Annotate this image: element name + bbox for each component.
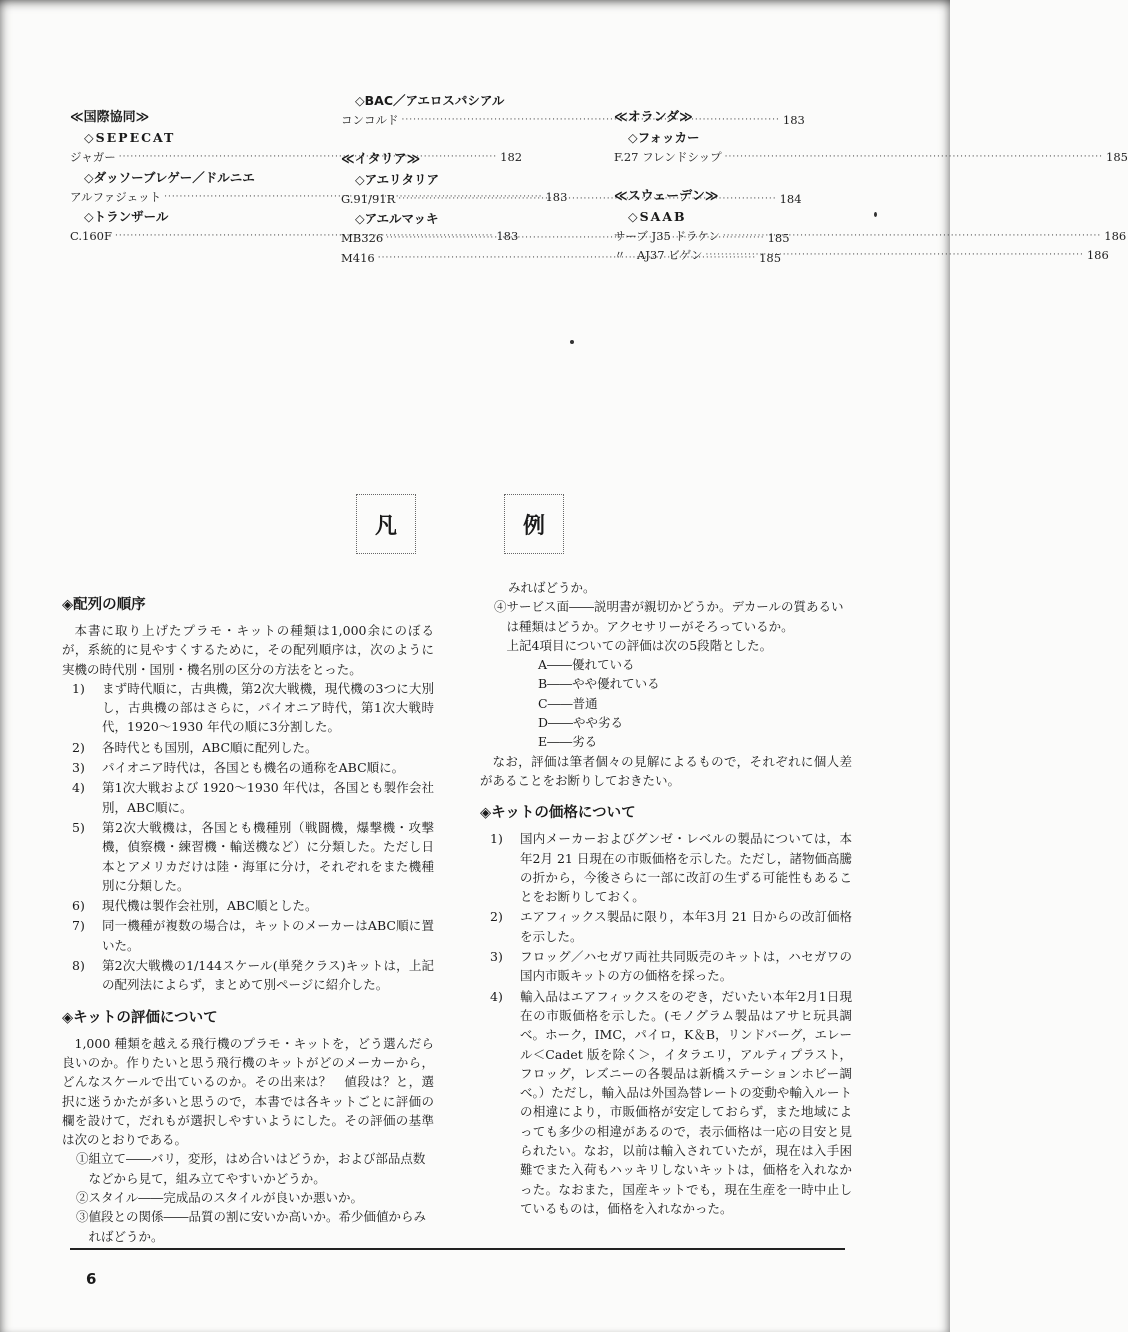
title-char-box: 例 xyxy=(504,494,564,554)
numbered-item xyxy=(480,829,852,906)
entry-name: サーブ J35 ドラケン xyxy=(614,228,720,243)
country-heading: ≪イタリア≫ xyxy=(341,151,421,167)
country-heading: ≪オランダ≫ xyxy=(614,110,693,125)
entry-name: F.27 フレンドシップ xyxy=(614,150,722,164)
entry-page: 186 xyxy=(1086,248,1109,262)
item-text: フロッグ／ハセガワ両社共同販売のキットは，ハセガワの国内市販キットの方の価格を採った。 xyxy=(520,949,852,984)
index-entry[interactable] xyxy=(614,227,1127,247)
item-number: 7) xyxy=(72,918,85,934)
item-number: 2) xyxy=(72,739,85,755)
numbered-item xyxy=(62,758,434,777)
criteria-list-continued xyxy=(480,578,852,655)
item-number: 4) xyxy=(72,780,85,796)
leader-dots xyxy=(723,227,1101,247)
numbered-item xyxy=(480,987,852,1219)
section-heading-price: ◈キットの価格について xyxy=(480,805,636,822)
grade-item: B――やや優れている xyxy=(538,676,660,692)
rating-note: なお，評価は筆者個々の見解によるもので，それぞれに個人差があることをお断りしておきたい。 xyxy=(480,753,852,788)
criterion: ①組立て――バリ，変形，はめ合いはどうか，および部品点数などから見て，組み立てやすいかどうか。 xyxy=(76,1151,426,1186)
entry-name: MB326 xyxy=(341,231,384,245)
entry-page: 186 xyxy=(1104,228,1127,243)
maker-heading: ◇トランザール xyxy=(84,209,169,224)
entry-page: 182 xyxy=(500,150,523,164)
item-text: まず時代順に，古典機，第2次大戦機，現代機の3つに大別し，古典機の部はさらに，パイオニア時代，第1次大戦時代，1920～1930 年代の順に3分割した。 xyxy=(102,680,434,735)
item-number: 2) xyxy=(490,909,503,925)
section-heading-rating: ◈キットの評価について xyxy=(62,1009,218,1026)
grade-item: E――劣る xyxy=(538,734,598,750)
grade-item: C――普通 xyxy=(538,695,598,711)
item-text: 輸入品はエアフィックスをのぞき，だいたい本年2月1日現在の市販価格を示した。(モノグラム製品はアサヒ玩具調べ。ホーク，IMC，パイロ，K＆B，リンドバーグ，エレール＜Cadet 版を除く＞，イタラエリ，アルティプラスト，フロッグ，レズニーの各製品は新橋ステーションホビー調べ。）ただし，輸入品は外国為替レートの変動や輸入ルートの相違により，市販価格が安定しておらず，また地域によっても多少の相違があるので，表示価格は一応の目安と見られたい。なお，以前は輸入されていたが，現在は入手困難でまた入荷もハッキリしないキットは，価格を入れなかった。なおまた，国産キットでも，現在生産を一時中止しているものは，価格を入れなかった。 xyxy=(520,988,852,1216)
item-text: エアフィックス製品に限り，本年3月 21 日からの改訂価格を示した。 xyxy=(520,909,852,944)
numbered-item xyxy=(480,947,852,986)
entry-page: 183 xyxy=(782,113,805,127)
entry-name: M416 xyxy=(341,250,375,265)
numbered-item xyxy=(62,896,434,915)
grade-item: D――やや劣る xyxy=(538,715,624,731)
leader-dots xyxy=(705,246,1083,266)
entry-page: 185 xyxy=(767,231,790,245)
body-column-left xyxy=(62,588,434,1244)
numbered-item xyxy=(480,907,852,946)
maker-heading: ◇SAAB xyxy=(628,208,687,224)
entry-page: 185 xyxy=(759,250,782,265)
item-number: 8) xyxy=(72,958,85,974)
item-text: 同一機種が複数の場合は，キットのメーカーはABC順に置いた。 xyxy=(102,918,434,953)
entry-name: アルファジェット xyxy=(70,189,162,204)
criterion: ②スタイル――完成品のスタイルが良いか悪いか。 xyxy=(76,1190,364,1206)
numbered-item xyxy=(62,916,434,955)
rating-intro: 1,000 種類を越える飛行機のプラモ・キットを，どう選んだら良いのか。作りたいと思う飛行機のキットがどのメーカーから，どんなスケールで出ているのか。その出来は？ 値段は？と，選択に迷うかたが多いと思うので，本書では各キットごとに評価の欄を設けて，だれもが選択しやすいようにした。その評価の基準は次のとおりである。 xyxy=(62,1035,434,1148)
numbered-item xyxy=(62,818,434,895)
leader-dots xyxy=(725,148,1103,168)
numbered-item xyxy=(62,679,434,737)
maker-heading: ◇BAC／アエロスパシアル xyxy=(355,93,505,108)
maker-heading: ◇SEPECAT xyxy=(84,130,176,145)
item-number: 1) xyxy=(72,680,85,696)
item-text: 現代機は製作会社別，ABC順とした。 xyxy=(102,898,318,914)
country-heading: ≪スウェーデン≫ xyxy=(614,188,719,204)
price-list xyxy=(480,829,852,1218)
criterion: ③値段との関係――品質の割に安いか高いか。希少価値からみればどうか。 xyxy=(76,1209,427,1244)
item-number: 4) xyxy=(490,988,503,1004)
criterion: ④サービス面――説明書が親切かどうか。デカールの質あるいは種類はどうか。アクセサリーがそろっているか。 xyxy=(494,599,844,634)
print-speck xyxy=(874,212,877,217)
entry-name: C.160F xyxy=(70,229,112,243)
item-number: 3) xyxy=(72,760,85,776)
item-number: 1) xyxy=(490,831,503,847)
title-char-box: 凡 xyxy=(356,494,416,554)
country-heading: ≪国際協同≫ xyxy=(70,110,150,125)
index-column-3 xyxy=(614,108,1128,266)
grade-item: A――優れている xyxy=(538,657,635,673)
maker-heading: ◇アエリタリア xyxy=(355,171,439,187)
entry-name: 〃 AJ37 ビゲン xyxy=(614,248,703,262)
item-number: 3) xyxy=(490,949,503,965)
item-text: 第2次大戦機の1/144スケール(単発クラス)キットは，上記の配列法によらず，まとめて別ページに紹介した。 xyxy=(102,958,434,993)
entry-name: G.91/91R xyxy=(341,191,396,206)
criteria-list xyxy=(62,1149,434,1244)
order-intro: 本書に取り上げたプラモ・キットの種類は1,000余にのぼるが，系統的に見やすくするために，その配列順序は，次のように実機の時代別・国別・機名別の区分の方法をとった。 xyxy=(62,623,434,677)
criterion-continuation: みればどうか。 xyxy=(508,580,596,595)
entry-name: ジャガー xyxy=(70,150,116,164)
item-text: 第2次大戦機は，各国とも機種別（戦闘機，爆撃機・攻撃機，偵察機・練習機・輸送機など）に分類した。ただし日本とアメリカだけは陸・海軍に分け，それぞれをまた機種別に分類した。 xyxy=(102,819,434,893)
item-number: 5) xyxy=(72,819,85,835)
order-list xyxy=(62,679,434,995)
entry-name: コンコルド xyxy=(341,113,399,127)
maker-heading: ◇フォッカー xyxy=(628,130,700,145)
maker-heading: ◇アエルマッキ xyxy=(355,211,439,226)
body-column-right xyxy=(480,578,852,1219)
index-entry[interactable] xyxy=(614,246,1109,266)
index-entry[interactable] xyxy=(614,148,1128,168)
section-heading-order: ◈配列の順序 xyxy=(62,597,146,613)
item-text: 各時代とも国別，ABC順に配列した。 xyxy=(102,739,318,755)
maker-heading: ◇ダッソーブレゲー／ドルニエ xyxy=(84,169,255,185)
entry-page: 183 xyxy=(496,229,519,243)
scale-intro: 上記4項目についての評価は次の5段階とした。 xyxy=(506,637,773,653)
item-text: 第1次大戦および 1920～1930 年代は，各国とも製作会社別，ABC順に。 xyxy=(102,780,434,815)
item-text: 国内メーカーおよびグンゼ・レベルの製品については，本年2月 21 日現在の市販価格を示した。ただし，諸物価高騰の折から，今後さらに一部に改訂の生ずる可能性もあることをお断りしておく。 xyxy=(520,831,852,905)
entry-page: 185 xyxy=(1106,150,1128,164)
page-number: 6 xyxy=(86,1270,97,1288)
entry-page: 183 xyxy=(545,189,568,204)
entry-page: 184 xyxy=(779,191,802,206)
numbered-item xyxy=(62,956,434,995)
numbered-item xyxy=(62,738,434,757)
numbered-item xyxy=(62,778,434,817)
item-number: 6) xyxy=(72,898,85,914)
item-text: パイオニア時代は，各国とも機名の通称をABC順に。 xyxy=(102,760,405,776)
print-speck xyxy=(570,340,574,344)
footer-rule xyxy=(70,1248,845,1250)
